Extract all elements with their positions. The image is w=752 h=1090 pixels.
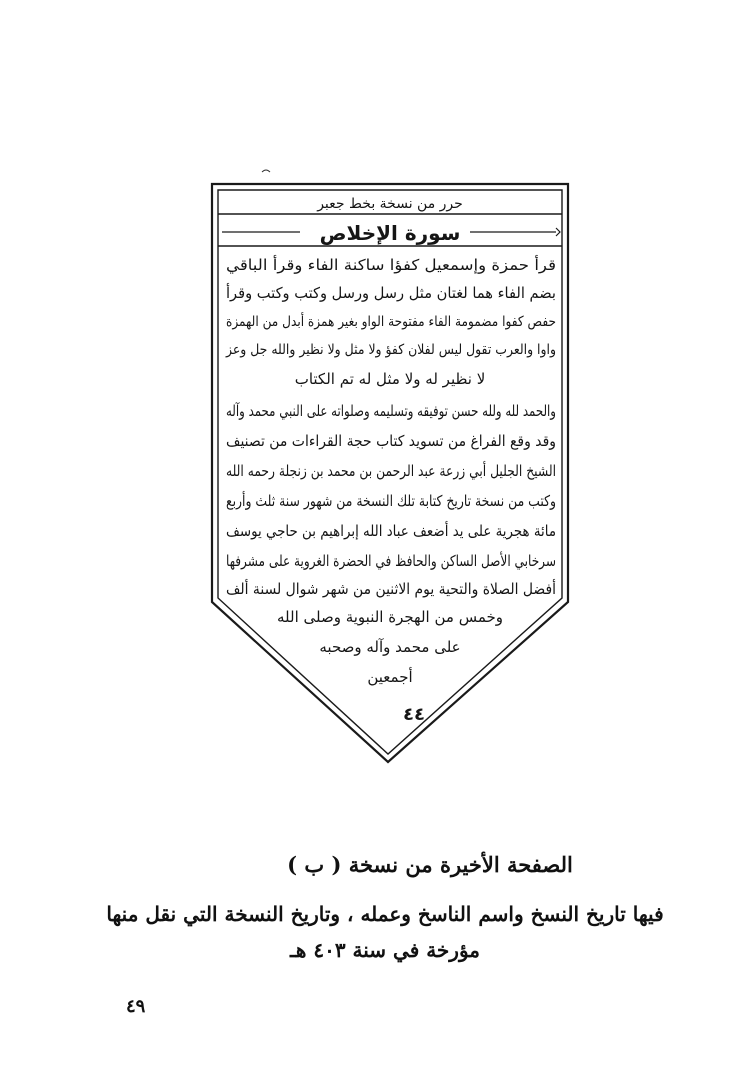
figure-caption-title: الصفحة الأخيرة من نسخة ( ب ) <box>287 852 573 877</box>
manuscript-line: واوا والعرب تقول ليس لفلان كفؤ ولا مثل ولا نظير والله جل وعز <box>225 342 556 358</box>
manuscript-line: أجمعين <box>367 668 413 686</box>
header-arrowhead <box>556 228 560 236</box>
manuscript-line: والحمد لله ولله حسن توفيقه وتسليمه وصلواته على النبي محمد وآله <box>226 402 647 420</box>
figure-caption-description <box>60 896 710 968</box>
manuscript-line: الشيخ الجليل أبي زرعة عبد الرحمن بن محمد بن زنجلة رحمه الله <box>226 462 629 480</box>
manuscript-line: سرخابي الأصل الساكن والحافظ في الحضرة الغروية على مشرفها <box>226 552 635 570</box>
manuscript-line: على محمد وآله وصحبه <box>319 638 461 656</box>
manuscript-line: حفص كفوا مضمومة الفاء مفتوحة الواو بغير همزة أبدل من الهمزة <box>226 314 607 330</box>
manuscript-line: بضم الفاء هما لغتان مثل رسل ورسل وكتب وكتب وقرأ <box>226 284 565 302</box>
page-number: ٤٩ <box>126 996 146 1017</box>
caption-line: مؤرخة في سنة ٤٠٣ هـ <box>289 938 481 962</box>
manuscript-line: مائة هجرية على يد أضعف عباد الله إبراهيم بن حاجي يوسف <box>226 522 596 540</box>
manuscript-end-mark: ٤٤ <box>403 704 425 725</box>
manuscript-line: وقد وقع الفراغ من تسويد كتاب حجة القراءات من تصنيف <box>226 432 556 450</box>
caption-line: فيها تاريخ النسخ واسم الناسخ وعمله ، وتاريخ النسخة التي نقل منها <box>106 902 664 926</box>
manuscript-line: لا نظير له ولا مثل له تم الكتاب <box>294 370 486 388</box>
manuscript-header-note: حرر من نسخة بخط جعبر <box>317 196 463 212</box>
manuscript-line: وكتب من نسخة تاريخ كتابة تلك النسخة من شهور سنة ثلث وأربع <box>226 492 626 510</box>
margin-mark <box>262 170 270 172</box>
manuscript-line: وخمس من الهجرة النبوية وصلى الله <box>276 608 504 626</box>
manuscript-line: أفضل الصلاة والتحية يوم الاثنين من شهر شوال لسنة ألف <box>226 580 582 598</box>
manuscript-text-lines <box>225 255 647 686</box>
manuscript-line: قرأ حمزة وإسمعيل كفؤا ساكنة الفاء وقرأ الباقي <box>226 256 525 274</box>
manuscript-surah-heading: سورة الإخلاص <box>319 221 461 245</box>
